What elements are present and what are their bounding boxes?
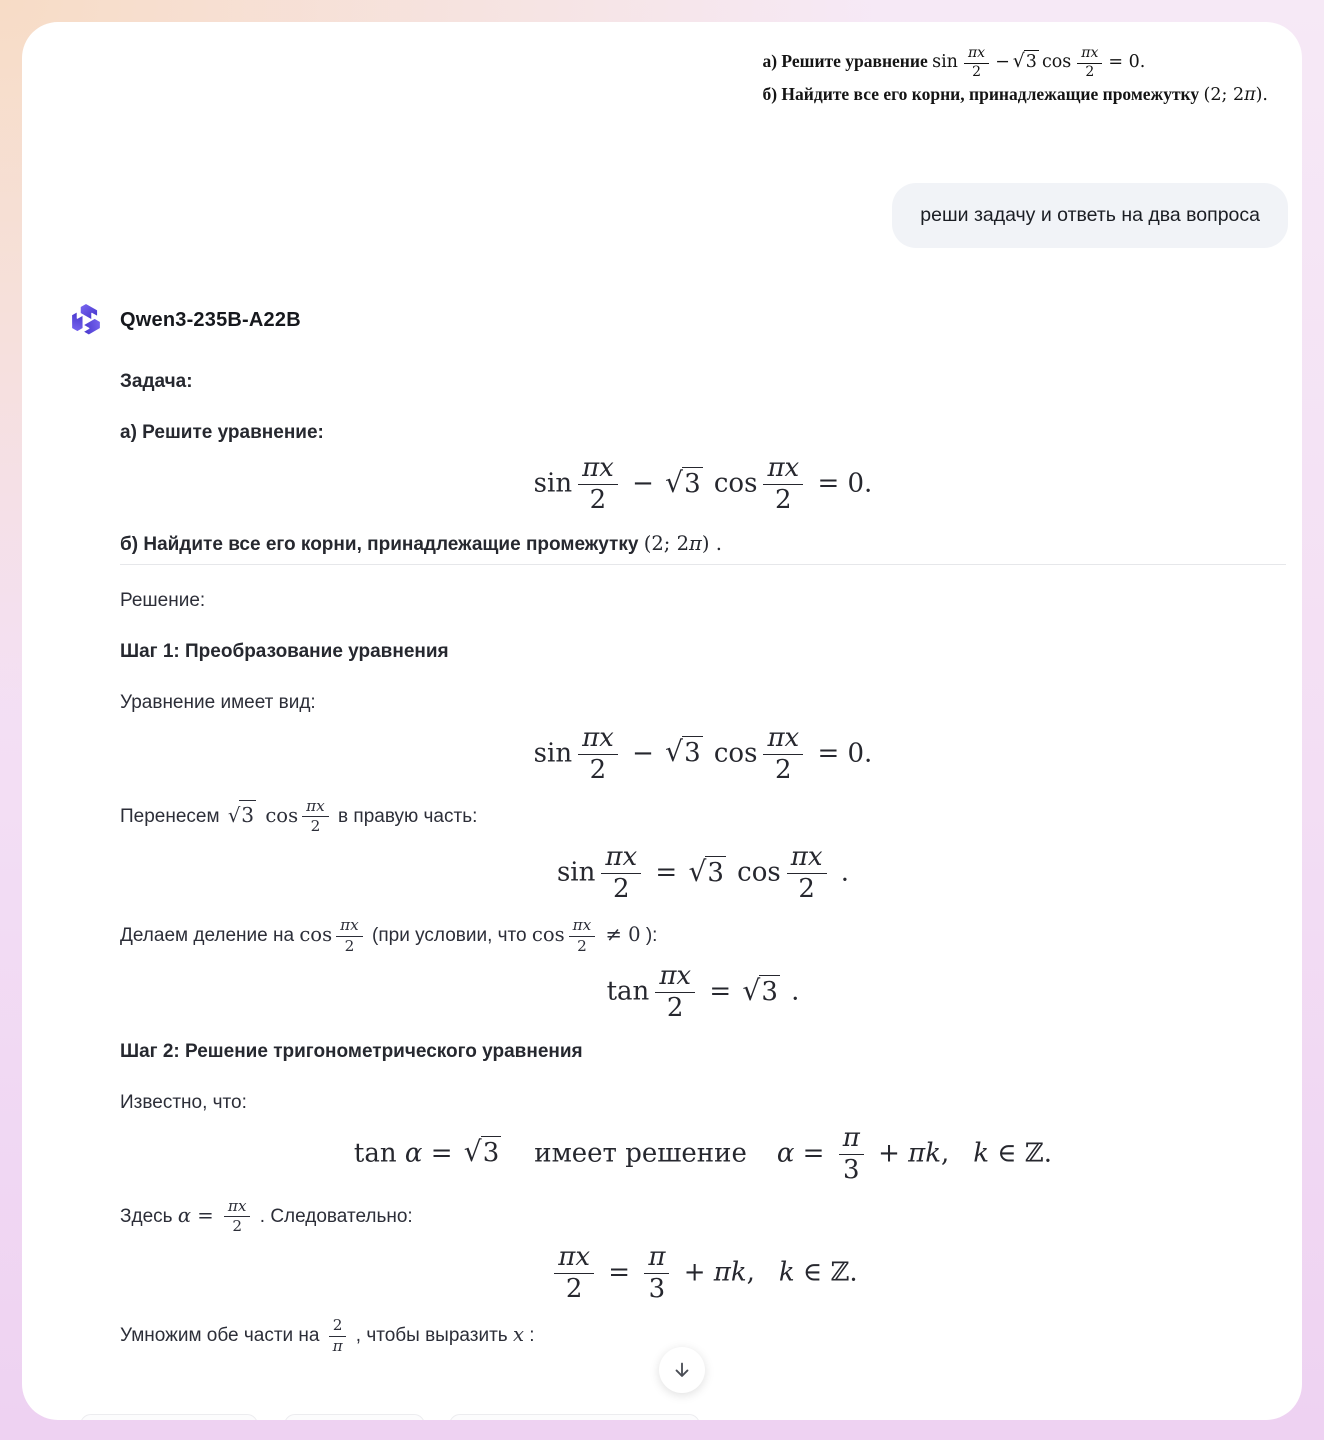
text-delaem: Делаем деление на cos $\frac{\pi x}{2}$ (при условии, что cos $\frac{\pi x}{2}$ ≠ 0 ): [120, 916, 658, 955]
heading-step2: Шаг 2: Решение тригонометрического уравнения [120, 1040, 583, 1062]
assistant-header [66, 300, 1302, 340]
qwen-logo-icon [66, 300, 106, 340]
attached-problem-image[interactable] [762, 46, 1268, 108]
equation-main-repeat: sin $\frac{\pi x}{2}$ − √ 3 cos $\frac{\pi x}{2}$ = 0. [533, 722, 873, 785]
text-umnozhim: Умножим обе части на $\frac{2}{\pi}$ , чтобы выразить x : [120, 1316, 535, 1355]
arrow-down-icon [671, 1359, 693, 1381]
suggestion-chip[interactable] [284, 1414, 425, 1420]
equation-pix-over-2: $\frac{\pi x}{2}$ = $\frac{\pi}{3}$ + πk, k ∈ ℤ. [120, 1243, 1286, 1304]
text-perenesem: Перенесем √ 3 cos $\frac{\pi x}{2}$ в правую часть: [120, 796, 478, 836]
text-zdes: Здесь α = $\frac{\pi x}{2}$ . Следовательно: [120, 1196, 413, 1236]
divider [120, 564, 1286, 565]
suggestion-chip[interactable] [80, 1414, 258, 1420]
suggestion-chip[interactable] [449, 1414, 700, 1420]
heading-step1: Шаг 1: Преобразование уравнения [120, 640, 449, 662]
heading-part-b: б) Найдите все его корни, принадлежащие промежутку (2; 2π) . [120, 531, 722, 555]
label-uravnenie-vid: Уравнение имеет вид: [120, 691, 316, 713]
user-message-bubble [892, 183, 1288, 248]
model-name: Qwen3-235B-A22B [120, 308, 301, 331]
scroll-to-bottom-button[interactable] [659, 1347, 705, 1393]
chat-card [22, 22, 1302, 1420]
equation-sin-equals-cos: sin $\frac{\pi x}{2}$ = √ 3 cos $\frac{\pi x}{2}$ . [556, 841, 850, 905]
assistant-message-body [120, 367, 1286, 1377]
problem-line-b: б) Найдите все его корни, принадлежащие промежутку (2; 2π). [762, 84, 1268, 106]
heading-part-a: а) Решите уравнение: [120, 422, 324, 444]
heading-zadacha: Задача: [120, 371, 193, 393]
label-reshenie: Решение: [120, 589, 206, 611]
user-message-text: реши задачу и ответь на два вопроса [920, 203, 1260, 226]
problem-line-a: а) Решите уравнение sin $\frac{\pi x}{2}$ − √ 3 cos $\frac{\pi x}{2}$ = 0. [762, 45, 1146, 80]
label-izvestno: Известно, что: [120, 1091, 247, 1113]
equation-tan-alpha: tan α = √ 3 имеет решение α = $\frac{\pi}{3}$ + πk, k ∈ ℤ. [353, 1122, 1053, 1185]
equation-main: sin $\frac{\pi x}{2}$ − √ 3 cos $\frac{\pi x}{2}$ = 0. [533, 453, 873, 516]
equation-tan: tan $\frac{\pi x}{2}$ = √ 3 . [606, 961, 800, 1024]
